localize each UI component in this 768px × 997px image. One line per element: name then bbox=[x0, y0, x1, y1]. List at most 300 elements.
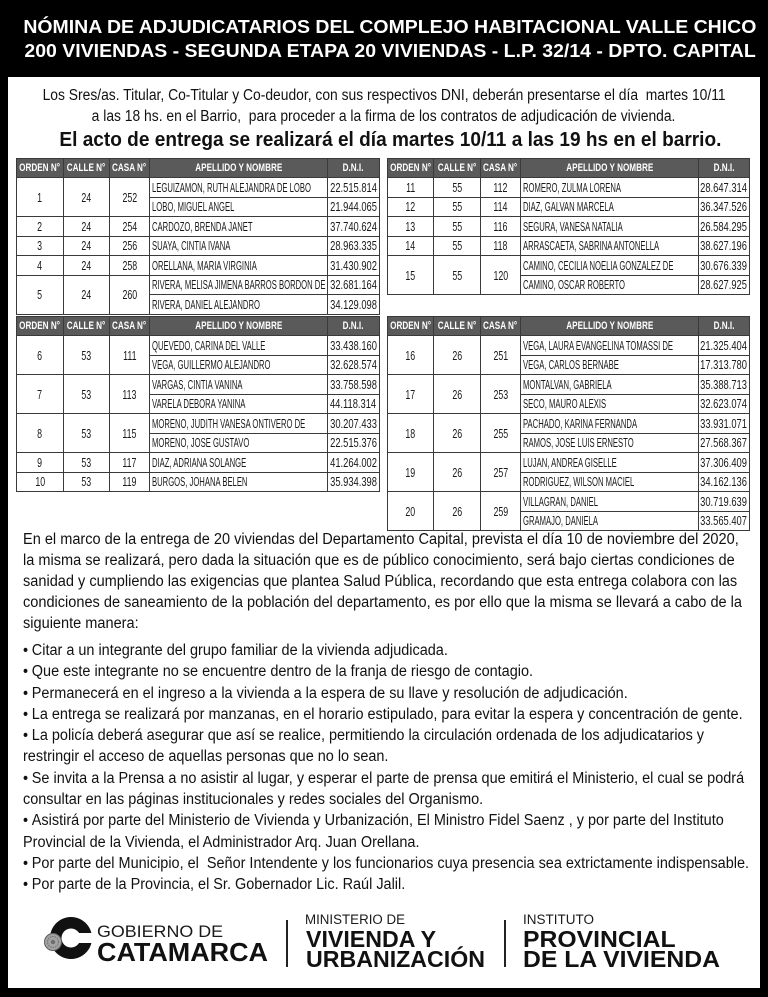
instituto-line-text: DE LA VIVIENDA bbox=[523, 946, 720, 972]
instituto-label bbox=[523, 913, 594, 927]
name-cell-content bbox=[150, 474, 327, 489]
casa-value: 119 bbox=[122, 474, 137, 490]
dni-value: 34.162.136 bbox=[700, 474, 748, 490]
dni-cell bbox=[699, 236, 750, 256]
table-row bbox=[17, 275, 380, 295]
casa-value: 256 bbox=[122, 238, 137, 254]
bullet-icon: • bbox=[23, 876, 29, 894]
orden-value: 14 bbox=[405, 238, 416, 254]
dni-cell-content bbox=[328, 297, 379, 312]
orden-cell bbox=[17, 236, 64, 256]
table-row bbox=[17, 336, 380, 356]
orden-cell-content bbox=[388, 465, 433, 480]
name-cell bbox=[521, 414, 699, 434]
instituto-line bbox=[523, 946, 720, 972]
calle-cell-content bbox=[434, 426, 480, 441]
name-cell bbox=[521, 394, 699, 414]
casa-value: 252 bbox=[122, 189, 137, 205]
dni-value: 33.758.598 bbox=[330, 376, 377, 392]
name-value: VEGA, LAURA EVANGELINA TOMASSI DE bbox=[523, 337, 674, 353]
bullet-line bbox=[23, 640, 448, 661]
dni-value: 33.565.407 bbox=[700, 513, 748, 529]
paragraph-line-text: la misma se realizará, pero dada la situación que es de público conocimiento, será bajo ciertas condiciones de bbox=[23, 552, 735, 569]
orden-cell bbox=[388, 256, 434, 295]
table-row bbox=[17, 453, 380, 473]
calle-cell-content bbox=[64, 474, 109, 489]
orden-cell bbox=[17, 178, 64, 217]
column-header-dni bbox=[699, 317, 750, 336]
dni-value: 28.627.925 bbox=[700, 277, 748, 293]
ministerio-vivienda-wordmark bbox=[306, 926, 485, 972]
dni-value: 17.313.780 bbox=[700, 357, 748, 373]
calle-value: 26 bbox=[452, 347, 462, 363]
bullet-icon: • bbox=[23, 769, 29, 787]
dni-value: 33.931.071 bbox=[700, 415, 748, 431]
bullet-item-continuation bbox=[23, 746, 753, 767]
dni-value: 32.681.164 bbox=[330, 277, 377, 293]
name-cell bbox=[150, 275, 328, 295]
name-value: MORENO, JOSE GUSTAVO bbox=[152, 435, 250, 451]
column-header-calle bbox=[64, 317, 110, 336]
name-value: LOBO, MIGUEL ANGEL bbox=[152, 199, 235, 215]
name-cell-content bbox=[521, 494, 698, 509]
bullet-item bbox=[23, 725, 753, 746]
orden-value: 1 bbox=[37, 189, 43, 205]
column-header-cell bbox=[481, 320, 520, 332]
bullet-text: Por parte del Municipio, el Señor Intendente y los funcionarios cuya presencia sea extrictamente indispensable. bbox=[31, 854, 750, 872]
casa-cell-content bbox=[481, 180, 520, 195]
name-cell-content bbox=[521, 199, 698, 214]
calle-value: 26 bbox=[452, 425, 462, 441]
intro-line-text: Los Sres/as. Titular, Co-Titular y Co-deudor, con sus respectivos DNI, deberán presentarse el día martes 10/11 bbox=[42, 87, 726, 104]
orden-cell-content bbox=[388, 238, 433, 253]
casa-cell bbox=[481, 453, 521, 492]
table-row bbox=[17, 236, 380, 256]
casa-value: 260 bbox=[122, 287, 137, 302]
orden-value: 2 bbox=[37, 218, 43, 234]
casa-value: 120 bbox=[493, 267, 508, 283]
name-value: CARDOZO, BRENDA JANET bbox=[152, 218, 253, 234]
dni-cell-content bbox=[699, 416, 749, 431]
dni-value: 32.628.574 bbox=[330, 357, 377, 373]
column-header-label: ORDEN N° bbox=[390, 162, 431, 174]
calle-cell-content bbox=[434, 268, 480, 283]
calle-value: 55 bbox=[452, 218, 462, 234]
orden-cell bbox=[388, 336, 434, 375]
calle-cell-content bbox=[434, 219, 480, 234]
dni-cell bbox=[699, 355, 750, 375]
name-cell bbox=[521, 472, 699, 492]
dni-cell-content bbox=[328, 277, 379, 292]
title-line bbox=[12, 15, 768, 39]
bullet-icon: • bbox=[23, 727, 29, 745]
bullet-icon: • bbox=[23, 663, 29, 681]
casa-cell bbox=[481, 375, 521, 414]
casa-cell-content bbox=[481, 387, 520, 402]
casa-cell-content bbox=[481, 504, 520, 519]
table-header-row bbox=[388, 317, 750, 336]
title-line-text: NÓMINA DE ADJUDICATARIOS DEL COMPLEJO HABITACIONAL VALLE CHICO bbox=[23, 17, 757, 37]
calle-cell-content bbox=[64, 190, 109, 205]
column-header-cell bbox=[521, 162, 698, 174]
calle-value: 55 bbox=[452, 267, 462, 283]
casa-cell bbox=[110, 236, 150, 256]
name-cell bbox=[521, 433, 699, 453]
bullet-text: Citar a un integrante del grupo familiar de la vivienda adjudicada. bbox=[31, 642, 448, 659]
name-cell-content bbox=[521, 219, 698, 234]
calle-value: 55 bbox=[452, 179, 462, 195]
bullet-line bbox=[23, 768, 744, 789]
name-cell bbox=[150, 355, 328, 375]
gobierno-de-text: GOBIERNO DE bbox=[97, 922, 223, 941]
bullet-icon: • bbox=[23, 642, 29, 659]
column-header-cell bbox=[388, 162, 433, 174]
dni-value: 30.207.433 bbox=[330, 415, 377, 431]
orden-cell-content bbox=[17, 387, 63, 402]
dni-value: 33.438.160 bbox=[330, 337, 377, 353]
name-value: LUJAN, ANDREA GISELLE bbox=[523, 454, 617, 470]
column-header-cell bbox=[434, 320, 480, 332]
casa-cell bbox=[481, 197, 521, 217]
column-header-label: ORDEN N° bbox=[390, 320, 431, 332]
column-header-cell bbox=[17, 162, 63, 174]
column-header-cell bbox=[150, 162, 327, 174]
casa-cell bbox=[110, 453, 150, 473]
name-cell-content bbox=[521, 396, 698, 411]
delivery-announcement-line bbox=[14, 128, 766, 152]
column-header-dni bbox=[328, 317, 380, 336]
calle-cell-content bbox=[64, 258, 109, 273]
name-cell bbox=[150, 336, 328, 356]
adjudicatarios-table-calle-24 bbox=[16, 158, 380, 315]
dni-value: 37.740.624 bbox=[330, 218, 377, 234]
table-row bbox=[388, 197, 750, 217]
dni-cell bbox=[699, 336, 750, 356]
name-value: DIAZ, GALVAN MARCELA bbox=[523, 199, 614, 215]
table-row bbox=[388, 336, 750, 356]
name-cell-content bbox=[521, 357, 698, 372]
casa-cell-content bbox=[481, 238, 520, 253]
bullet-text: Que este integrante no se encuentre dentro de la franja de riesgo de contagio. bbox=[31, 663, 534, 681]
name-cell-content bbox=[150, 396, 327, 411]
casa-cell bbox=[481, 492, 521, 531]
dni-value: 30.719.639 bbox=[700, 493, 748, 509]
name-value: DIAZ, ADRIANA SOLANGE bbox=[152, 454, 247, 470]
orden-cell-content bbox=[388, 426, 433, 441]
name-value: CAMINO, CECILIA NOELIA GONZALEZ DE bbox=[523, 257, 674, 273]
orden-cell-content bbox=[17, 348, 63, 363]
column-header-casa bbox=[481, 317, 521, 336]
dni-cell bbox=[699, 472, 750, 492]
name-cell-content bbox=[150, 258, 327, 273]
casa-cell-content bbox=[110, 287, 149, 302]
dni-value: 28.963.335 bbox=[330, 238, 377, 254]
dni-cell-content bbox=[328, 238, 379, 253]
calle-cell-content bbox=[64, 219, 109, 234]
dni-cell-content bbox=[699, 513, 749, 528]
bullet-text: Permanecerá en el ingreso a la vivienda a la espera de su llave y resolución de adjudicación. bbox=[31, 684, 628, 702]
dni-cell bbox=[328, 433, 380, 453]
calle-cell bbox=[64, 375, 110, 414]
casa-cell-content bbox=[481, 465, 520, 480]
orden-cell-content bbox=[17, 258, 63, 273]
column-header-orden bbox=[388, 159, 434, 178]
dni-cell bbox=[699, 217, 750, 237]
name-cell bbox=[521, 256, 699, 276]
name-cell-content bbox=[150, 357, 327, 372]
name-cell bbox=[521, 453, 699, 473]
dni-cell bbox=[328, 472, 380, 492]
instituto-provincial-vivienda-wordmark bbox=[523, 926, 720, 972]
orden-cell bbox=[388, 178, 434, 198]
column-header-name bbox=[521, 159, 699, 178]
dni-cell bbox=[328, 355, 380, 375]
table-body bbox=[17, 336, 380, 492]
column-header-casa bbox=[481, 159, 521, 178]
column-header-name bbox=[521, 317, 699, 336]
orden-cell bbox=[17, 217, 64, 237]
calle-value: 24 bbox=[81, 257, 92, 273]
table-row bbox=[17, 414, 380, 434]
dni-value: 35.934.398 bbox=[330, 474, 377, 490]
dni-cell-content bbox=[699, 338, 749, 353]
bullet-item-continuation bbox=[23, 789, 753, 810]
paragraph-line-text: En el marco de la entrega de 20 viviendas del Departamento Capital, prevista el día 10 de noviembre del 2020, bbox=[23, 531, 739, 548]
casa-value: 255 bbox=[493, 425, 508, 441]
orden-cell-content bbox=[17, 219, 63, 234]
column-header-label: CASA N° bbox=[483, 162, 518, 174]
casa-value: 259 bbox=[493, 503, 508, 519]
calle-value: 53 bbox=[81, 386, 92, 402]
dni-value: 41.264.002 bbox=[330, 454, 377, 470]
orden-value: 17 bbox=[405, 386, 416, 402]
dni-value: 21.944.065 bbox=[330, 199, 377, 215]
bullet-item bbox=[23, 768, 753, 789]
orden-value: 5 bbox=[37, 287, 43, 302]
ministerio-de-text: MINISTERIO DE bbox=[305, 912, 405, 927]
intro-line bbox=[8, 106, 760, 127]
name-value: VEGA, GUILLERMO ALEJANDRO bbox=[152, 357, 271, 373]
dni-cell bbox=[328, 256, 380, 276]
name-cell-content bbox=[521, 277, 698, 292]
bullet-icon: • bbox=[23, 684, 29, 702]
calle-cell bbox=[434, 453, 481, 492]
dni-value: 31.430.902 bbox=[330, 257, 377, 273]
column-header-label: CALLE N° bbox=[437, 162, 477, 174]
name-cell bbox=[150, 433, 328, 453]
bullet-text: Asistirá por parte del Ministerio de Vivienda y Urbanización, El Ministro Fidel Saenz , y por parte del Instituto bbox=[31, 812, 724, 830]
paragraph-line bbox=[23, 550, 753, 571]
column-header-label: CASA N° bbox=[483, 320, 518, 332]
orden-cell-content bbox=[17, 287, 63, 302]
name-cell bbox=[521, 178, 699, 198]
ministerio-de-label bbox=[305, 913, 406, 927]
dni-cell bbox=[328, 197, 380, 217]
name-value: SUAYA, CINTIA IVANA bbox=[152, 238, 231, 254]
name-cell bbox=[150, 197, 328, 217]
dni-cell bbox=[699, 178, 750, 198]
orden-cell-content bbox=[388, 219, 433, 234]
column-header-label: CASA N° bbox=[112, 320, 147, 332]
orden-cell bbox=[17, 472, 64, 492]
bullet-item bbox=[23, 853, 753, 874]
logo-divider bbox=[504, 920, 506, 967]
calle-cell-content bbox=[434, 504, 480, 519]
name-cell-content bbox=[150, 377, 327, 392]
name-cell-content bbox=[521, 435, 698, 450]
casa-value: 115 bbox=[122, 425, 137, 441]
name-cell bbox=[521, 197, 699, 217]
name-cell-content bbox=[521, 455, 698, 470]
name-cell bbox=[150, 256, 328, 276]
orden-value: 8 bbox=[37, 425, 43, 441]
orden-cell-content bbox=[388, 387, 433, 402]
orden-cell bbox=[17, 275, 64, 314]
orden-cell bbox=[388, 375, 434, 414]
calle-cell-content bbox=[64, 287, 109, 302]
column-header-label: D.N.I. bbox=[343, 320, 364, 332]
name-value: ROMERO, ZULMA LORENA bbox=[523, 179, 622, 195]
orden-value: 16 bbox=[405, 347, 416, 363]
column-header-calle bbox=[434, 159, 481, 178]
calle-cell-content bbox=[434, 387, 480, 402]
column-header-label: CALLE N° bbox=[437, 320, 477, 332]
calle-value: 24 bbox=[81, 287, 92, 302]
casa-value: 111 bbox=[122, 347, 137, 363]
table-row bbox=[388, 375, 750, 395]
casa-value: 117 bbox=[122, 454, 137, 470]
orden-value: 18 bbox=[405, 425, 416, 441]
bullet-line bbox=[23, 853, 749, 874]
dni-cell-content bbox=[328, 455, 379, 470]
orden-value: 19 bbox=[405, 464, 416, 480]
name-cell bbox=[521, 217, 699, 237]
calle-cell bbox=[434, 492, 481, 531]
orden-cell bbox=[17, 256, 64, 276]
calle-cell-content bbox=[64, 348, 109, 363]
dni-cell bbox=[328, 394, 380, 414]
casa-value: 112 bbox=[493, 179, 508, 195]
name-value: MORENO, JUDITH VANESA ONTIVERO DE bbox=[152, 415, 306, 431]
calle-value: 26 bbox=[452, 386, 462, 402]
casa-cell bbox=[481, 178, 521, 198]
dni-cell bbox=[699, 275, 750, 295]
table-head bbox=[388, 317, 750, 336]
dni-value: 28.647.314 bbox=[700, 179, 748, 195]
name-cell bbox=[521, 375, 699, 395]
column-header-cell bbox=[388, 320, 433, 332]
name-cell bbox=[150, 472, 328, 492]
calle-value: 24 bbox=[81, 238, 92, 254]
name-cell-content bbox=[521, 474, 698, 489]
casa-cell bbox=[110, 256, 150, 276]
column-header-name bbox=[150, 317, 328, 336]
table-row bbox=[17, 472, 380, 492]
orden-cell bbox=[388, 453, 434, 492]
orden-value: 6 bbox=[37, 347, 43, 363]
dni-cell bbox=[699, 394, 750, 414]
orden-cell bbox=[17, 414, 64, 453]
table-body bbox=[388, 178, 750, 295]
name-cell-content bbox=[521, 338, 698, 353]
column-header-label: CASA N° bbox=[112, 162, 147, 174]
dni-value: 26.584.295 bbox=[700, 218, 748, 234]
name-cell-content bbox=[150, 455, 327, 470]
calle-cell bbox=[434, 414, 481, 453]
orden-cell bbox=[388, 236, 434, 256]
calle-cell-content bbox=[434, 180, 480, 195]
orden-cell bbox=[17, 336, 64, 375]
dni-cell-content bbox=[699, 435, 749, 450]
calle-cell bbox=[64, 453, 110, 473]
instituto-text: INSTITUTO bbox=[523, 912, 594, 927]
orden-cell bbox=[388, 492, 434, 531]
casa-cell bbox=[110, 472, 150, 492]
orden-value: 9 bbox=[37, 454, 43, 470]
name-value: MONTALVAN, GABRIELA bbox=[523, 376, 612, 392]
orden-cell bbox=[17, 453, 64, 473]
name-cell bbox=[150, 394, 328, 414]
bullet-text: Por parte de la Provincia, el Sr. Gobernador Lic. Raúl Jalil. bbox=[31, 876, 406, 894]
orden-cell bbox=[388, 217, 434, 237]
name-cell-content bbox=[150, 199, 327, 214]
casa-cell-content bbox=[110, 219, 149, 234]
dni-cell bbox=[699, 433, 750, 453]
name-cell bbox=[521, 355, 699, 375]
table-header-row bbox=[17, 159, 380, 178]
bullet-text: Provincial de la Vivienda, el Administrador Arq. Juan Orellana. bbox=[23, 833, 420, 851]
dni-value: 21.325.404 bbox=[700, 337, 748, 353]
column-header-cell bbox=[328, 320, 379, 332]
column-header-cell bbox=[521, 320, 698, 332]
column-header-cell bbox=[64, 162, 109, 174]
dni-cell-content bbox=[699, 199, 749, 214]
casa-cell-content bbox=[110, 474, 149, 489]
table-row bbox=[17, 256, 380, 276]
dni-cell-content bbox=[328, 258, 379, 273]
bullet-item-continuation bbox=[23, 832, 753, 853]
casa-cell-content bbox=[110, 348, 149, 363]
name-value: RODRIGUEZ, WILSON MACIEL bbox=[523, 474, 635, 490]
paragraph-line-text: sanidad y cumpliendo las exigencias que plantea Salud Pública, recordando que esta entrega colabora con las bbox=[23, 573, 738, 590]
name-value: ORELLANA, MARIA VIRGINIA bbox=[152, 257, 257, 273]
orden-cell-content bbox=[388, 199, 433, 214]
column-header-label: APELLIDO Y NOMBRE bbox=[566, 320, 653, 332]
name-cell-content bbox=[521, 258, 698, 273]
casa-cell bbox=[110, 375, 150, 414]
orden-value: 11 bbox=[405, 179, 416, 195]
adjudicatarios-table-calle-53 bbox=[16, 316, 380, 492]
dni-cell bbox=[699, 197, 750, 217]
casa-cell-content bbox=[110, 387, 149, 402]
logo-divider bbox=[286, 920, 288, 967]
casa-cell-content bbox=[481, 199, 520, 214]
table-header-row bbox=[17, 317, 380, 336]
orden-value: 10 bbox=[35, 474, 45, 490]
casa-value: 114 bbox=[493, 199, 508, 215]
casa-value: 257 bbox=[493, 464, 508, 480]
dni-cell bbox=[328, 178, 380, 198]
dni-value: 38.627.196 bbox=[700, 238, 748, 254]
column-header-calle bbox=[434, 317, 481, 336]
calle-cell-content bbox=[64, 387, 109, 402]
name-cell bbox=[150, 178, 328, 198]
bullet-line bbox=[23, 704, 743, 725]
column-header-cell bbox=[17, 320, 63, 332]
dni-cell-content bbox=[328, 219, 379, 234]
dni-cell-content bbox=[699, 357, 749, 372]
orden-cell-content bbox=[17, 190, 63, 205]
